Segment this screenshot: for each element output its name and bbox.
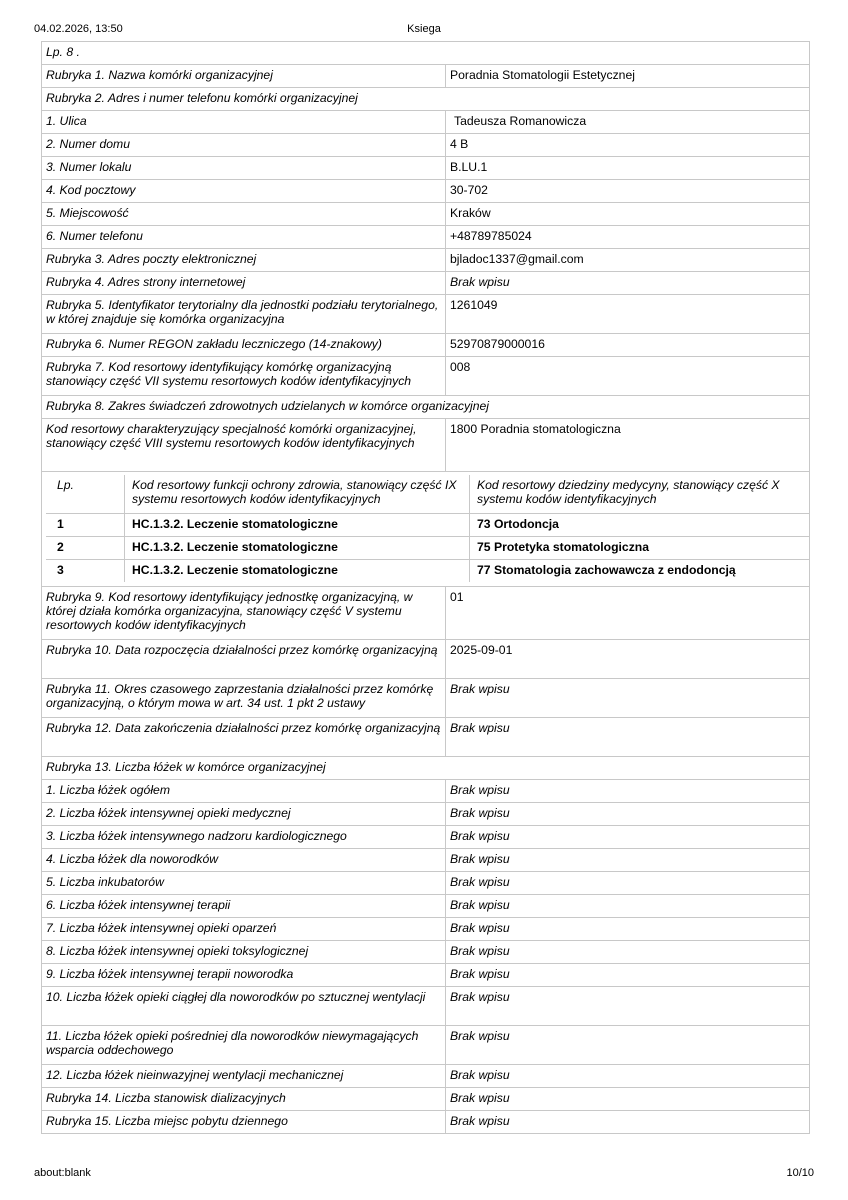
- address-field-row: [42, 110, 809, 133]
- bed-count-row: [42, 894, 809, 917]
- address-field-label: 1. Ulica: [42, 110, 445, 133]
- rubryka-2-row: [42, 87, 809, 110]
- address-field-value: Kraków: [445, 202, 809, 225]
- services-row: [46, 559, 809, 582]
- rubryka-12-row: [42, 717, 809, 756]
- rubryka-1-label: Rubryka 1. Nazwa komórki organizacyjnej: [42, 64, 445, 87]
- bed-count-value: Brak wpisu: [445, 963, 809, 986]
- address-field-label: 4. Kod pocztowy: [42, 179, 445, 202]
- rubryka-9-value: 01: [445, 586, 809, 639]
- bed-count-row: [42, 940, 809, 963]
- bed-count-row: [42, 1064, 809, 1087]
- services-table-cell: [42, 471, 809, 586]
- rubryka-13-row: [42, 756, 809, 779]
- rubryka-5-value: 1261049: [445, 294, 809, 333]
- bed-count-label: 1. Liczba łóżek ogółem: [42, 779, 445, 802]
- bed-count-value: Brak wpisu: [445, 848, 809, 871]
- print-header: [34, 22, 814, 36]
- bed-count-row: [42, 917, 809, 940]
- bed-count-row: [42, 986, 809, 1025]
- rubryka-7-value: 008: [445, 356, 809, 395]
- bed-count-value: Brak wpisu: [445, 986, 809, 1025]
- services-header-funkcja: Kod resortowy funkcji ochrony zdrowia, stanowiący część IX systemu resortowych kodów identyfikacyjnych: [124, 475, 469, 513]
- services-row-funkcja: HC.1.3.2. Leczenie stomatologiczne: [124, 559, 469, 582]
- rubryka-6-value: 52970879000016: [445, 333, 809, 356]
- bed-count-label: 7. Liczba łóżek intensywnej opieki oparzeń: [42, 917, 445, 940]
- rubryka-14-value: Brak wpisu: [445, 1087, 809, 1110]
- address-field-value: B.LU.1: [445, 156, 809, 179]
- print-title: Ksiega: [407, 23, 441, 35]
- address-field-row: [42, 179, 809, 202]
- bed-count-label: 6. Liczba łóżek intensywnej terapii: [42, 894, 445, 917]
- services-header-lp: Lp.: [57, 478, 74, 492]
- rubryka-12-label: Rubryka 12. Data zakończenia działalności przez komórkę organizacyjną: [42, 717, 445, 756]
- rubryka-11-value: Brak wpisu: [445, 678, 809, 717]
- specialty-code-value: 1800 Poradnia stomatologiczna: [445, 418, 809, 471]
- services-header-dziedzina: Kod resortowy dziedziny medycyny, stanowiący część X systemu kodów identyfikacyjnych: [469, 475, 809, 513]
- rubryka-10-row: [42, 639, 809, 678]
- print-datetime: 04.02.2026, 13:50: [34, 23, 123, 35]
- rubryka-3-row: [42, 248, 809, 271]
- print-footer: [34, 1166, 814, 1180]
- services-table: [46, 475, 809, 582]
- rubryka-10-label: Rubryka 10. Data rozpoczęcia działalności przez komórkę organizacyjną: [42, 639, 445, 678]
- bed-count-value: Brak wpisu: [445, 1025, 809, 1064]
- rubryka-13-label: Rubryka 13. Liczba łóżek w komórce organizacyjnej: [42, 756, 809, 779]
- rubryka-15-label: Rubryka 15. Liczba miejsc pobytu dziennego: [42, 1110, 445, 1133]
- bed-count-label: 10. Liczba łóżek opieki ciągłej dla noworodków po sztucznej wentylacji: [42, 986, 445, 1025]
- bed-count-label: 3. Liczba łóżek intensywnego nadzoru kardiologicznego: [42, 825, 445, 848]
- bed-count-row: [42, 871, 809, 894]
- rubryka-3-value: bjladoc1337@gmail.com: [445, 248, 809, 271]
- rubryka-14-row: [42, 1087, 809, 1110]
- bed-count-label: 11. Liczba łóżek opieki pośredniej dla noworodków niewymagających wsparcia oddechowego: [42, 1025, 445, 1064]
- bed-count-row: [42, 779, 809, 802]
- bed-count-value: Brak wpisu: [445, 940, 809, 963]
- entry-lp: Lp. 8 .: [42, 41, 809, 64]
- address-field-row: [42, 202, 809, 225]
- rubryka-7-row: [42, 356, 809, 395]
- entry-lp-row: [42, 41, 809, 64]
- bed-count-row: [42, 825, 809, 848]
- services-row-dziedzina: 77 Stomatologia zachowawcza z endodoncją: [469, 559, 809, 582]
- rubryka-6-label: Rubryka 6. Numer REGON zakładu leczniczego (14-znakowy): [42, 333, 445, 356]
- rubryka-5-label: Rubryka 5. Identyfikator terytorialny dla jednostki podziału terytorialnego, w której znajduje się komórka organizacyjna: [42, 294, 445, 333]
- services-row: [46, 513, 809, 536]
- rubryka-4-label: Rubryka 4. Adres strony internetowej: [42, 271, 445, 294]
- address-field-value: 4 B: [445, 133, 809, 156]
- rubryka-11-label: Rubryka 11. Okres czasowego zaprzestania działalności przez komórkę organizacyjną, o którym mowa w art. 34 ust. 1 pkt 2 ustawy: [42, 678, 445, 717]
- services-row-dziedzina: 73 Ortodoncja: [469, 513, 809, 536]
- bed-count-label: 12. Liczba łóżek nieinwazyjnej wentylacji mechanicznej: [42, 1064, 445, 1087]
- rubryka-9-label: Rubryka 9. Kod resortowy identyfikujący jednostkę organizacyjną, w której działa komórka organizacyjna, stanowiący część V systemu resortowych kodów identyfikacyjnych: [42, 586, 445, 639]
- bed-count-row: [42, 1025, 809, 1064]
- registry-table: [41, 41, 810, 1134]
- rubryka-12-value: Brak wpisu: [445, 717, 809, 756]
- bed-count-value: Brak wpisu: [445, 1064, 809, 1087]
- rubryka-3-label: Rubryka 3. Adres poczty elektronicznej: [42, 248, 445, 271]
- rubryka-5-row: [42, 294, 809, 333]
- address-field-row: [42, 225, 809, 248]
- bed-count-label: 8. Liczba łóżek intensywnej opieki toksylogicznej: [42, 940, 445, 963]
- specialty-code-row: [42, 418, 809, 471]
- address-field-value: Tadeusza Romanowicza: [445, 110, 809, 133]
- rubryka-9-row: [42, 586, 809, 639]
- rubryka-10-value: 2025-09-01: [445, 639, 809, 678]
- services-table-row: [42, 471, 809, 586]
- bed-count-label: 5. Liczba inkubatorów: [42, 871, 445, 894]
- rubryka-1-row: [42, 64, 809, 87]
- rubryka-4-row: [42, 271, 809, 294]
- bed-count-label: 2. Liczba łóżek intensywnej opieki medycznej: [42, 802, 445, 825]
- services-header-row: [46, 475, 809, 513]
- address-field-label: 3. Numer lokalu: [42, 156, 445, 179]
- services-row-lp: 2: [46, 536, 124, 559]
- services-row: [46, 536, 809, 559]
- services-row-dziedzina: 75 Protetyka stomatologiczna: [469, 536, 809, 559]
- address-field-label: 5. Miejscowość: [42, 202, 445, 225]
- rubryka-1-value: Poradnia Stomatologii Estetycznej: [445, 64, 809, 87]
- bed-count-value: Brak wpisu: [445, 802, 809, 825]
- rubryka-2-label: Rubryka 2. Adres i numer telefonu komórki organizacyjnej: [42, 87, 809, 110]
- services-row-funkcja: HC.1.3.2. Leczenie stomatologiczne: [124, 536, 469, 559]
- bed-count-row: [42, 963, 809, 986]
- bed-count-value: Brak wpisu: [445, 894, 809, 917]
- rubryka-8-label: Rubryka 8. Zakres świadczeń zdrowotnych udzielanych w komórce organizacyjnej: [42, 395, 809, 418]
- rubryka-7-label: Rubryka 7. Kod resortowy identyfikujący komórkę organizacyjną stanowiący część VII systemu resortowych kodów identyfikacyjnych: [42, 356, 445, 395]
- specialty-code-label: Kod resortowy charakteryzujący specjalność komórki organizacyjnej, stanowiący część VIII systemu resortowych kodów identyfikacyjnych: [42, 418, 445, 471]
- rubryka-8-row: [42, 395, 809, 418]
- bed-count-row: [42, 848, 809, 871]
- bed-count-label: 4. Liczba łóżek dla noworodków: [42, 848, 445, 871]
- address-field-value: 30-702: [445, 179, 809, 202]
- print-page-number: 10/10: [786, 1167, 814, 1179]
- rubryka-4-value: Brak wpisu: [445, 271, 809, 294]
- bed-count-row: [42, 802, 809, 825]
- services-row-lp: 1: [46, 513, 124, 536]
- address-field-label: 6. Numer telefonu: [42, 225, 445, 248]
- rubryka-15-value: Brak wpisu: [445, 1110, 809, 1133]
- services-row-funkcja: HC.1.3.2. Leczenie stomatologiczne: [124, 513, 469, 536]
- registry-entry: [41, 41, 808, 1134]
- bed-count-value: Brak wpisu: [445, 825, 809, 848]
- bed-count-value: Brak wpisu: [445, 917, 809, 940]
- rubryka-14-label: Rubryka 14. Liczba stanowisk dializacyjnych: [42, 1087, 445, 1110]
- rubryka-6-row: [42, 333, 809, 356]
- rubryka-15-row: [42, 1110, 809, 1133]
- print-url: about:blank: [34, 1167, 91, 1179]
- bed-count-value: Brak wpisu: [445, 871, 809, 894]
- bed-count-value: Brak wpisu: [445, 779, 809, 802]
- address-field-row: [42, 133, 809, 156]
- address-field-row: [42, 156, 809, 179]
- rubryka-11-row: [42, 678, 809, 717]
- bed-count-label: 9. Liczba łóżek intensywnej terapii noworodka: [42, 963, 445, 986]
- address-field-value: +48789785024: [445, 225, 809, 248]
- services-row-lp: 3: [46, 559, 124, 582]
- address-field-label: 2. Numer domu: [42, 133, 445, 156]
